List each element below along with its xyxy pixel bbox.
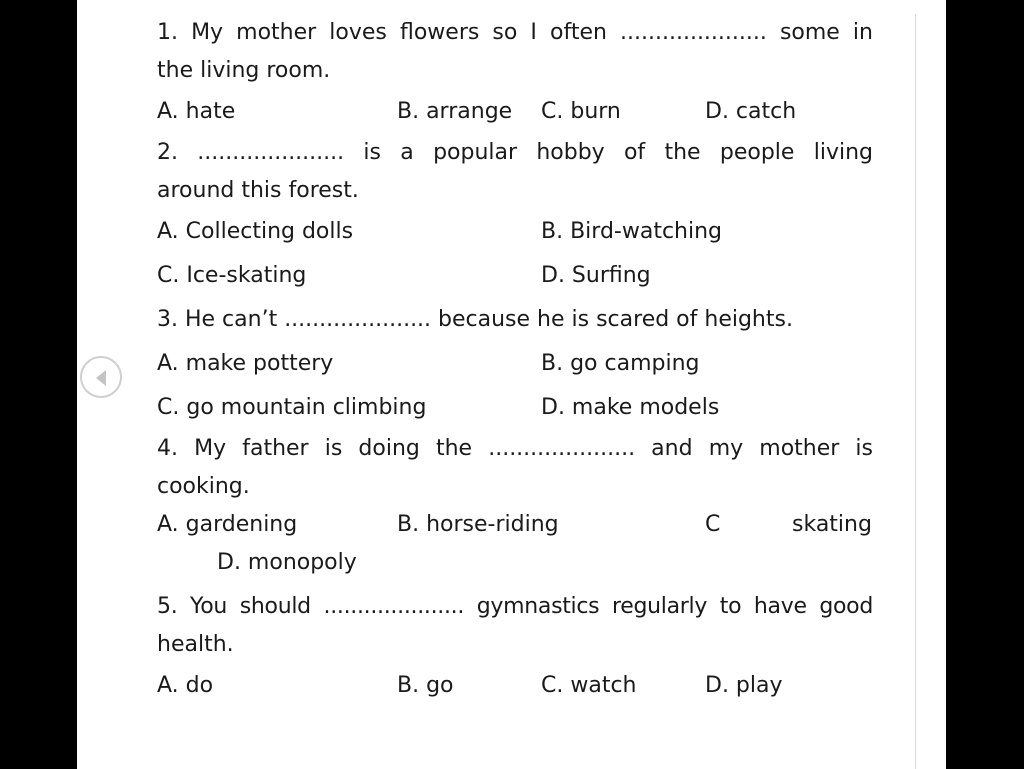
option-d[interactable]: D. Surfing [541,263,651,288]
page-edge-divider [915,14,916,769]
question-4-options-row-1 [157,506,873,544]
question-4-stem-line-2: cooking. [157,474,250,499]
option-a[interactable]: A. gardening [157,512,298,537]
option-c-text[interactable]: skating [792,512,872,537]
question-2-options-row-2 [157,254,873,298]
right-margin [946,0,1024,769]
question-1-options [157,90,873,134]
question-5 [157,588,873,708]
question-3-options-row-2 [157,386,873,430]
option-c-letter[interactable]: C [705,512,721,537]
option-b[interactable]: B. Bird-watching [541,219,723,244]
question-3-options-row-1 [157,342,873,386]
question-3-stem-line-1: 3. He can’t ..................... because he is scared of heights. [157,307,793,332]
option-c[interactable]: C. burn [541,99,621,124]
option-d[interactable]: D. make models [541,395,720,420]
question-3 [157,298,873,430]
question-4-stem-line-1: 4. My father is doing the ..................... and my mother is [157,436,873,461]
option-c[interactable]: C. go mountain climbing [157,395,427,420]
question-5-stem-line-1: 5. You should ..................... gymnastics regularly to have good [157,594,873,619]
exercise-document [157,14,873,708]
option-b[interactable]: B. go [397,673,454,698]
question-1 [157,14,873,134]
question-1-stem-line-1: 1. My mother loves flowers so I often ..................... some in [157,20,873,45]
option-d[interactable]: D. play [705,673,783,698]
option-a[interactable]: A. make pottery [157,351,334,376]
option-d[interactable]: D. monopoly [217,550,357,575]
question-1-stem-line-2: the living room. [157,58,331,83]
question-4 [157,430,873,588]
option-b[interactable]: B. horse-riding [397,512,559,537]
option-c[interactable]: C. Ice-skating [157,263,307,288]
question-2-stem-line-1: 2. ..................... is a popular hobby of the people living [157,140,873,165]
question-5-stem-line-2: health. [157,632,234,657]
question-2 [157,134,873,298]
option-a[interactable]: A. hate [157,99,236,124]
previous-page-button[interactable] [80,356,122,398]
option-a[interactable]: A. Collecting dolls [157,219,354,244]
option-a[interactable]: A. do [157,673,214,698]
question-2-options-row-1 [157,210,873,254]
chevron-left-icon [96,370,106,386]
question-4-options-row-2 [157,544,873,588]
option-c[interactable]: C. watch [541,673,637,698]
question-5-options [157,664,873,708]
option-b[interactable]: B. go camping [541,351,700,376]
option-b[interactable]: B. arrange [397,99,513,124]
option-d[interactable]: D. catch [705,99,797,124]
question-2-stem-line-2: around this forest. [157,178,359,203]
